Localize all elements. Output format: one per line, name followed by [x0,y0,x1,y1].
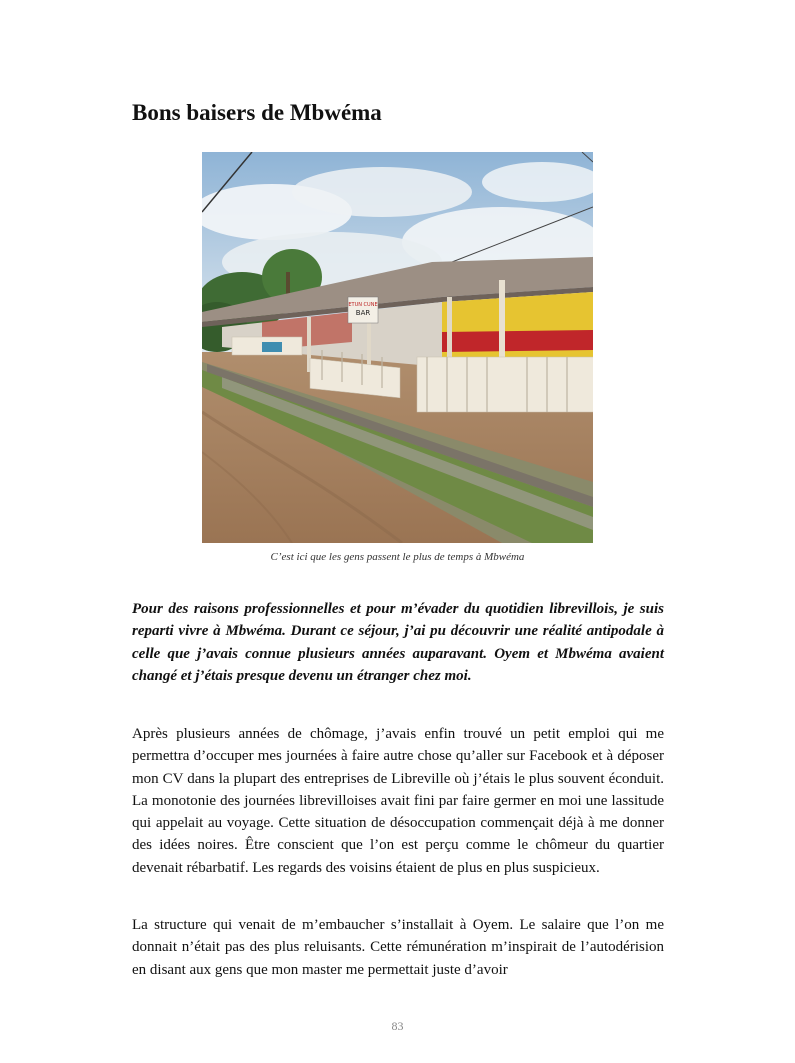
bar-photo [202,152,593,543]
photo-caption: C’est ici que les gens passent le plus de temps à Mbwéma [270,551,525,563]
body-paragraph-1: Après plusieurs années de chômage, j’avais enfin trouvé un petit emploi qui me permettra d’occuper mes journées à faire autre chose qu’aller sur Facebook et à déposer mon CV dans la plupart des entreprises de Libreville où j’étais le plus souvent éconduit. La monotonie des journées librevilloises avait fini par faire germer en moi une lassitude qui appelait au voyage. Cette situation de désoccupation commençait déjà à me donner des idées noires. Être conscient que l’on est perçu comme le chômeur du quartier devenait rébarbatif. Les regards des voisins étaient de plus en plus suspicieux. [132,726,664,876]
body-paragraph-2: La structure qui venait de m’embaucher s’installait à Oyem. Le salaire que l’on me donnait n’était pas des plus reluisants. Cette rémunération m’inspirait de l’autodérision en disant aux gens que mon master me permettait juste d’avoir [132,917,664,978]
chapter-title: Bons baisers de Mbwéma [132,100,382,125]
sign-line1: ETUN CUNE [348,302,378,308]
sign-line2: BAR [355,309,371,317]
bar-photo-illustration [202,152,593,543]
page-number: 83 [391,1019,404,1033]
lead-paragraph: Pour des raisons professionnelles et pour m’évader du quotidien librevillois, je suis reparti vivre à Mbwéma. Durant ce séjour, j’ai pu découvrir une réalité antipodale à celle que j’avais connue plusieurs années auparavant. Oyem et Mbwéma avaient changé et j’étais presque devenu un étranger chez moi. [132,601,664,684]
